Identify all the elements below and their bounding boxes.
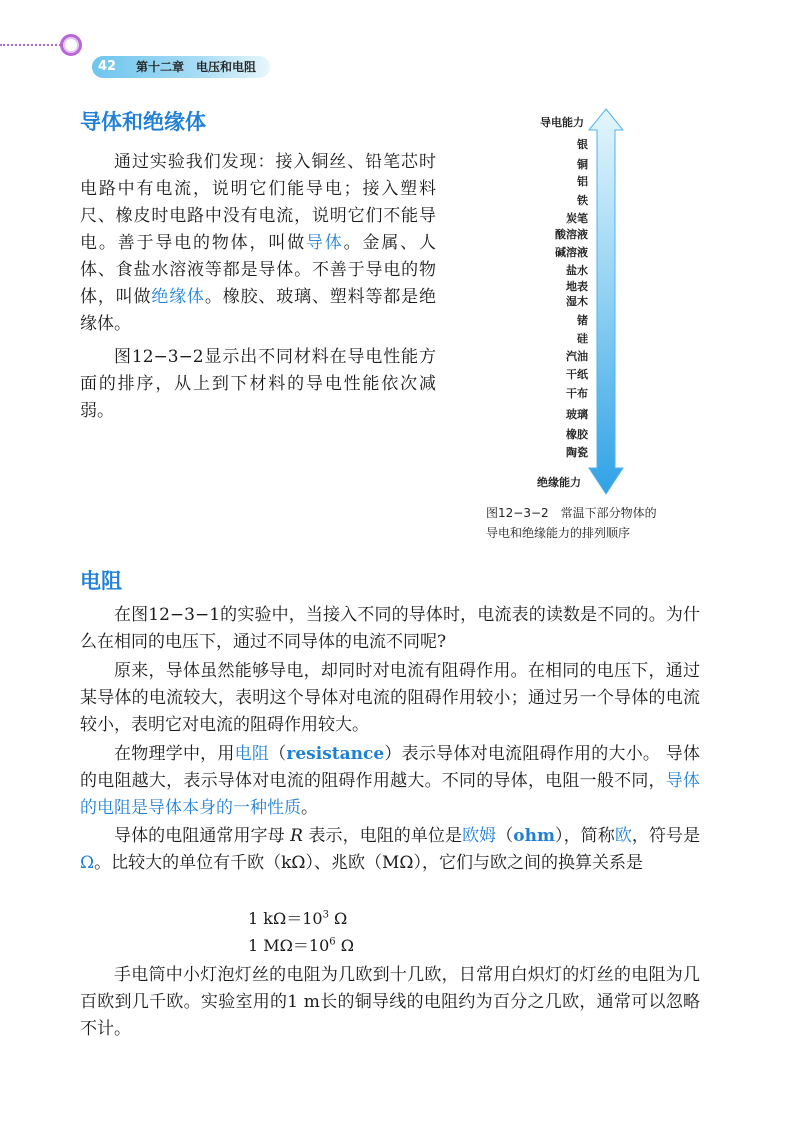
figure-top-label: 导电能力 [540,116,584,129]
material-label: 盐水 [566,264,588,277]
text-run: 。比较大的单位有千欧（kΩ）、兆欧（MΩ），它们与欧之间的换算关系是 [94,853,644,873]
formula-mega-ohm [248,933,354,956]
formula-kilo-ohm [248,906,347,929]
term-resistance: 电阻 [234,744,270,764]
material-label: 铝 [577,175,588,188]
section1-paragraph-1 [80,149,436,338]
chapter-title: 第十二章 电压和电阻 [136,60,257,74]
formula-lhs: 1 MΩ＝10 [248,936,330,955]
term-ou: 欧 [614,826,632,846]
highlight-resistance-property: 导体的电阻是导体本身的一种性质 [80,771,701,818]
text-run: ），简称 [554,826,615,846]
text-run: 在物理学中，用 [114,744,235,764]
material-label: 锗 [577,314,588,327]
formula-exponent: 3 [322,909,329,921]
formula-exponent: 6 [329,936,336,948]
section2-paragraph-2: 原来，导体虽然能够导电，却同时对电流有阻碍作用。在相同的电压下，通过某导体的电流较大，表明这个导体对电流的阻碍作用较小；通过另一个导体的电流较小，表明它对电流的阻碍作用较大。 [80,661,700,735]
header-ring-icon [60,34,82,56]
section-title-conductors: 导体和绝缘体 [80,110,206,134]
section2-paragraph-5: 手电筒中小灯泡灯丝的电阻为几欧到十几欧，日常用白炽灯的灯丝的电阻为几百欧到几千欧。实验室用的1 m长的铜导线的电阻约为百分之几欧，通常可以忽略不计。 [80,965,700,1039]
section1-paragraph-2: 图12−3−2显示出不同材料在导电性能方面的排序，从上到下材料的导电性能依次减弱。 [80,347,436,421]
text-run: 。 [301,798,318,818]
term-insulator: 绝缘体 [151,287,205,307]
text-run: 表示，电阻的单位是 [308,826,463,846]
material-label: 炭笔 [566,212,588,225]
text-run: 通过实验我们发现：接入铜丝、铅笔芯时电路中有电流，说明它们能导电；接入塑料尺、橡皮时电路中没有电流，说明它们不能导电。善于导电的物体，叫做 [80,152,436,253]
figure-bottom-label: 绝缘能力 [537,476,581,489]
material-label: 银 [577,138,588,151]
text-run: ）表示导体对电流阻碍作用的大小。 导体的电阻越大，表示导体对电流的阻碍作用越大。不同的导体，电阻一般不同， [80,744,701,791]
text-run: 。金属、人体、食盐水溶液等都是导体。不善于导电的物体，叫做 [80,233,437,307]
material-label: 铁 [577,194,588,207]
material-label: 橡胶 [566,428,588,441]
material-label: 湿木 [566,295,588,308]
term-ohm-english: ohm [513,826,555,846]
text-run: （ [496,826,514,846]
conductivity-arrow [588,108,624,496]
figure-caption-line-2: 导电和绝缘能力的排列顺序 [486,526,631,540]
section2-paragraph-1: 在图12−3−1的实验中，当接入不同的导体时，电流表的读数是不同的。为什么在相同的电压下，通过不同导体的电流不同呢? [80,605,700,652]
material-label: 陶瓷 [566,446,588,459]
term-conductor: 导体 [306,233,344,253]
text-run: （ [269,744,287,764]
material-label: 玻璃 [566,408,588,421]
symbol-omega: Ω [80,853,95,873]
material-label: 地表 [566,280,588,293]
section-title-resistance: 电阻 [80,569,122,593]
text-run: ，符号是 [631,826,701,846]
material-label: 干纸 [566,368,588,381]
section2-paragraph-4 [80,823,700,877]
material-label: 汽油 [566,350,588,363]
formula-lhs: 1 kΩ＝10 [248,909,323,928]
symbol-r: R [290,826,303,846]
text-run: 。橡胶、玻璃、塑料等都是绝缘体。 [80,287,437,334]
material-label: 碱溶液 [555,246,588,259]
term-resistance-english: resistance [286,744,385,764]
figure-caption [486,503,657,543]
material-label: 铜 [577,158,588,171]
material-label: 干布 [566,387,588,400]
figure-caption-line-1: 图12−3−2 常温下部分物体的 [486,506,657,520]
term-ohm: 欧姆 [462,826,497,846]
material-label: 硅 [577,332,588,345]
text-run: 导体的电阻通常用字母 [114,826,285,846]
page-number: 42 [97,59,117,74]
formula-unit: Ω [328,909,348,928]
header-dotted-line [0,44,64,46]
section2-paragraph-3 [80,741,700,822]
material-label: 酸溶液 [555,228,588,241]
formula-unit: Ω [335,936,355,955]
